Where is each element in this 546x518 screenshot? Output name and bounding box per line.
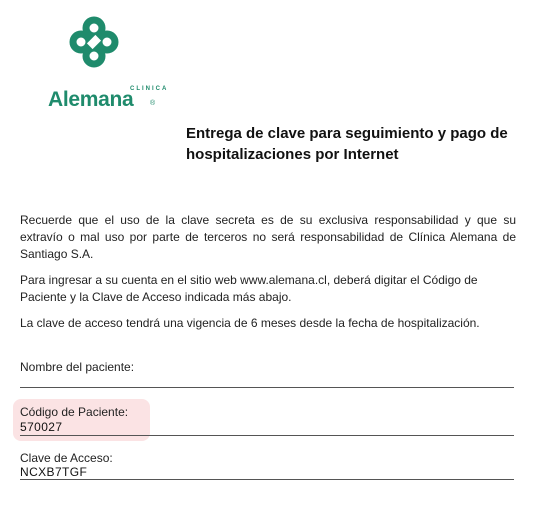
access-key-label: Clave de Acceso: (20, 451, 113, 465)
validity-paragraph: La clave de acceso tendrá una vigencia de 6 meses desde la fecha de hospitalización. (20, 316, 480, 330)
logo-small-text: CLINICA (130, 86, 169, 92)
patient-code-value: 570027 (20, 420, 63, 434)
patient-code-rule (20, 435, 514, 436)
registered-mark: ® (150, 100, 156, 107)
document-title: Entrega de clave para seguimiento y pago de hospitalizaciones por Internet (186, 125, 508, 163)
clinica-alemana-logo (46, 16, 169, 111)
access-key-rule (20, 479, 514, 480)
patient-name-label: Nombre del paciente: (20, 360, 135, 374)
logo-wordmark: Alemana (48, 88, 134, 111)
logo-mark-icon (69, 16, 119, 68)
access-instructions-paragraph: Para ingresar a su cuenta en el sitio web www.alemana.cl, deberá digitar el Código de Paciente y la Clave de Acceso indicada más abajo. (20, 273, 478, 304)
patient-code-label: Código de Paciente: (20, 405, 129, 419)
patient-name-rule (20, 387, 514, 388)
access-key-value: NCXB7TGF (20, 465, 88, 479)
responsibility-paragraph: Recuerde que el uso de la clave secreta es de su exclusiva responsabilidad y que su extravío o mal uso por parte de terceros no será responsabilidad de Clínica Alemana de Santiago S.A. (20, 213, 516, 261)
